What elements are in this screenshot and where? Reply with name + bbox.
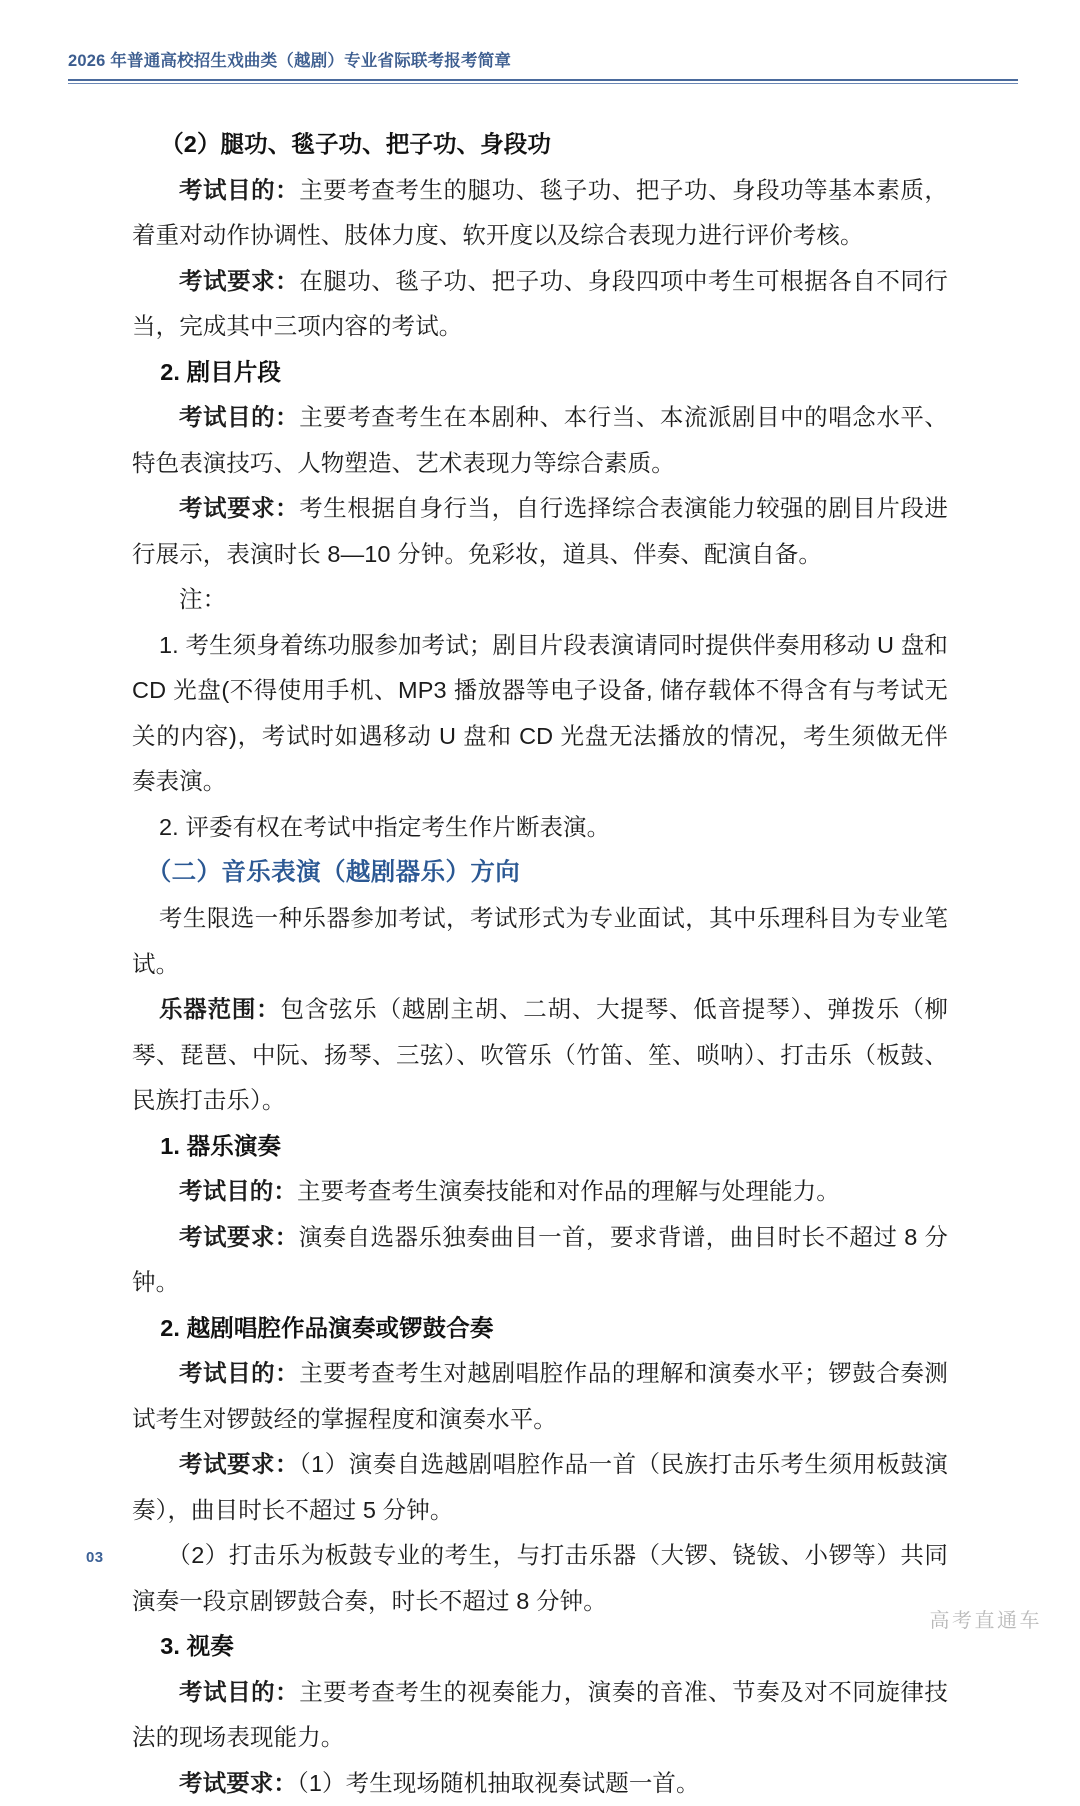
header-divider-rule bbox=[68, 79, 1018, 84]
running-header bbox=[68, 52, 1018, 84]
label-exam-requirement: 考试要求： bbox=[179, 495, 299, 521]
label-exam-purpose: 考试目的： bbox=[179, 1360, 299, 1386]
paragraph-m1-purpose bbox=[132, 1169, 948, 1215]
running-header-title: 2026 年普通高校招生戏曲类（越剧）专业省际联考报考简章 bbox=[68, 52, 1018, 72]
paragraph-item2-requirement bbox=[132, 259, 948, 350]
text-m3-requirement-1: （1）考生现场随机抽取视奏试题一首。 bbox=[297, 1770, 700, 1796]
heading-music-2-yueju-vocal-or-percussion: 2. 越剧唱腔作品演奏或锣鼓合奏 bbox=[132, 1306, 948, 1352]
note-item-1: 1. 考生须身着练功服参加考试；剧目片段表演请同时提供伴奏用移动 U 盘和 CD 光盘(不得使用手机、MP3 播放器等电子设备, 储存载体不得含有与考试无关的内容)，考试时如遇移动 U 盘和 CD 光盘无法播放的情况，考生须做无伴奏表演。 bbox=[132, 623, 948, 805]
heading-music-1-instrumental: 1. 器乐演奏 bbox=[132, 1124, 948, 1170]
header-rule-thin bbox=[68, 83, 1018, 84]
paragraph-m2-requirement-1 bbox=[132, 1442, 948, 1533]
document-body bbox=[132, 122, 948, 1806]
heading-section-2-repertoire: 2. 剧目片段 bbox=[132, 350, 948, 396]
text-m2-requirement-2: （2）打击乐为板鼓专业的考生，与打击乐器（大锣、铙钹、小锣等）共同演奏一段京剧锣鼓合奏，时长不超过 8 分钟。 bbox=[132, 1533, 948, 1624]
watermark: 高考直通车 bbox=[930, 1604, 1043, 1633]
label-exam-requirement: 考试要求： bbox=[179, 1770, 297, 1796]
heading-section-two-music-performance: （二）音乐表演（越剧器乐）方向 bbox=[132, 850, 948, 896]
paragraph-item2-purpose bbox=[132, 168, 948, 259]
text-item2-requirement: 在腿功、毯子功、把子功、身段四项中考生可根据各自不同行当，完成其中三项内容的考试。 bbox=[132, 268, 948, 340]
label-exam-requirement: 考试要求： bbox=[179, 268, 299, 294]
paragraph-m3-requirement-1 bbox=[132, 1761, 948, 1806]
text-sec2-requirement: 考生根据自身行当，自行选择综合表演能力较强的剧目片段进行展示，表演时长 8—10 分钟。免彩妆，道具、伴奏、配演自备。 bbox=[132, 495, 948, 567]
label-exam-requirement: 考试要求： bbox=[179, 1451, 299, 1477]
label-instrument-scope: 乐器范围： bbox=[159, 996, 280, 1022]
paragraph-section-two-intro: 考生限选一种乐器参加考试，考试形式为专业面试，其中乐理科目为专业笔试。 bbox=[132, 896, 948, 987]
page-number: 03 bbox=[86, 1549, 104, 1566]
text-m3-purpose: 主要考查考生的视奏能力，演奏的音准、节奏及对不同旋律技法的现场表现能力。 bbox=[132, 1679, 948, 1751]
text-m1-requirement: 演奏自选器乐独奏曲目一首，要求背谱，曲目时长不超过 8 分钟。 bbox=[132, 1224, 948, 1296]
text-sec2-purpose: 主要考查考生在本剧种、本行当、本流派剧目中的唱念水平、特色表演技巧、人物塑造、艺术表现力等综合素质。 bbox=[132, 404, 948, 476]
paragraph-sec2-requirement bbox=[132, 486, 948, 577]
paragraph-sec2-purpose bbox=[132, 395, 948, 486]
label-exam-purpose: 考试目的： bbox=[179, 404, 299, 430]
text-item2-purpose: 主要考查考生的腿功、毯子功、把子功、身段功等基本素质，着重对动作协调性、肢体力度、软开度以及综合表现力进行评价考核。 bbox=[132, 177, 948, 249]
paragraph-m2-purpose bbox=[132, 1351, 948, 1442]
text-m1-purpose: 主要考查考生演奏技能和对作品的理解与处理能力。 bbox=[297, 1178, 840, 1204]
label-exam-purpose: 考试目的： bbox=[179, 177, 299, 203]
paragraph-m3-purpose bbox=[132, 1670, 948, 1761]
paragraph-instrument-scope bbox=[132, 987, 948, 1124]
note-label: 注： bbox=[132, 577, 948, 623]
text-m2-purpose: 主要考查考生对越剧唱腔作品的理解和演奏水平；锣鼓合奏测试考生对锣鼓经的掌握程度和演奏水平。 bbox=[132, 1360, 948, 1432]
label-exam-requirement: 考试要求： bbox=[179, 1224, 299, 1250]
label-exam-purpose: 考试目的： bbox=[179, 1679, 299, 1705]
heading-music-3-sight-reading: 3. 视奏 bbox=[132, 1624, 948, 1670]
text-m2-requirement-1: （1）演奏自选越剧唱腔作品一首（民族打击乐考生须用板鼓演奏），曲目时长不超过 5 分钟。 bbox=[132, 1451, 948, 1523]
heading-item-2: （2）腿功、毯子功、把子功、身段功 bbox=[132, 122, 948, 168]
paragraph-m1-requirement bbox=[132, 1215, 948, 1306]
label-exam-purpose: 考试目的： bbox=[179, 1178, 297, 1204]
note-item-2: 2. 评委有权在考试中指定考生作片断表演。 bbox=[132, 805, 948, 851]
text-instrument-scope: 包含弦乐（越剧主胡、二胡、大提琴、低音提琴）、弹拨乐（柳琴、琵琶、中阮、扬琴、三弦）、吹管乐（竹笛、笙、唢呐）、打击乐（板鼓、民族打击乐）。 bbox=[132, 996, 948, 1113]
